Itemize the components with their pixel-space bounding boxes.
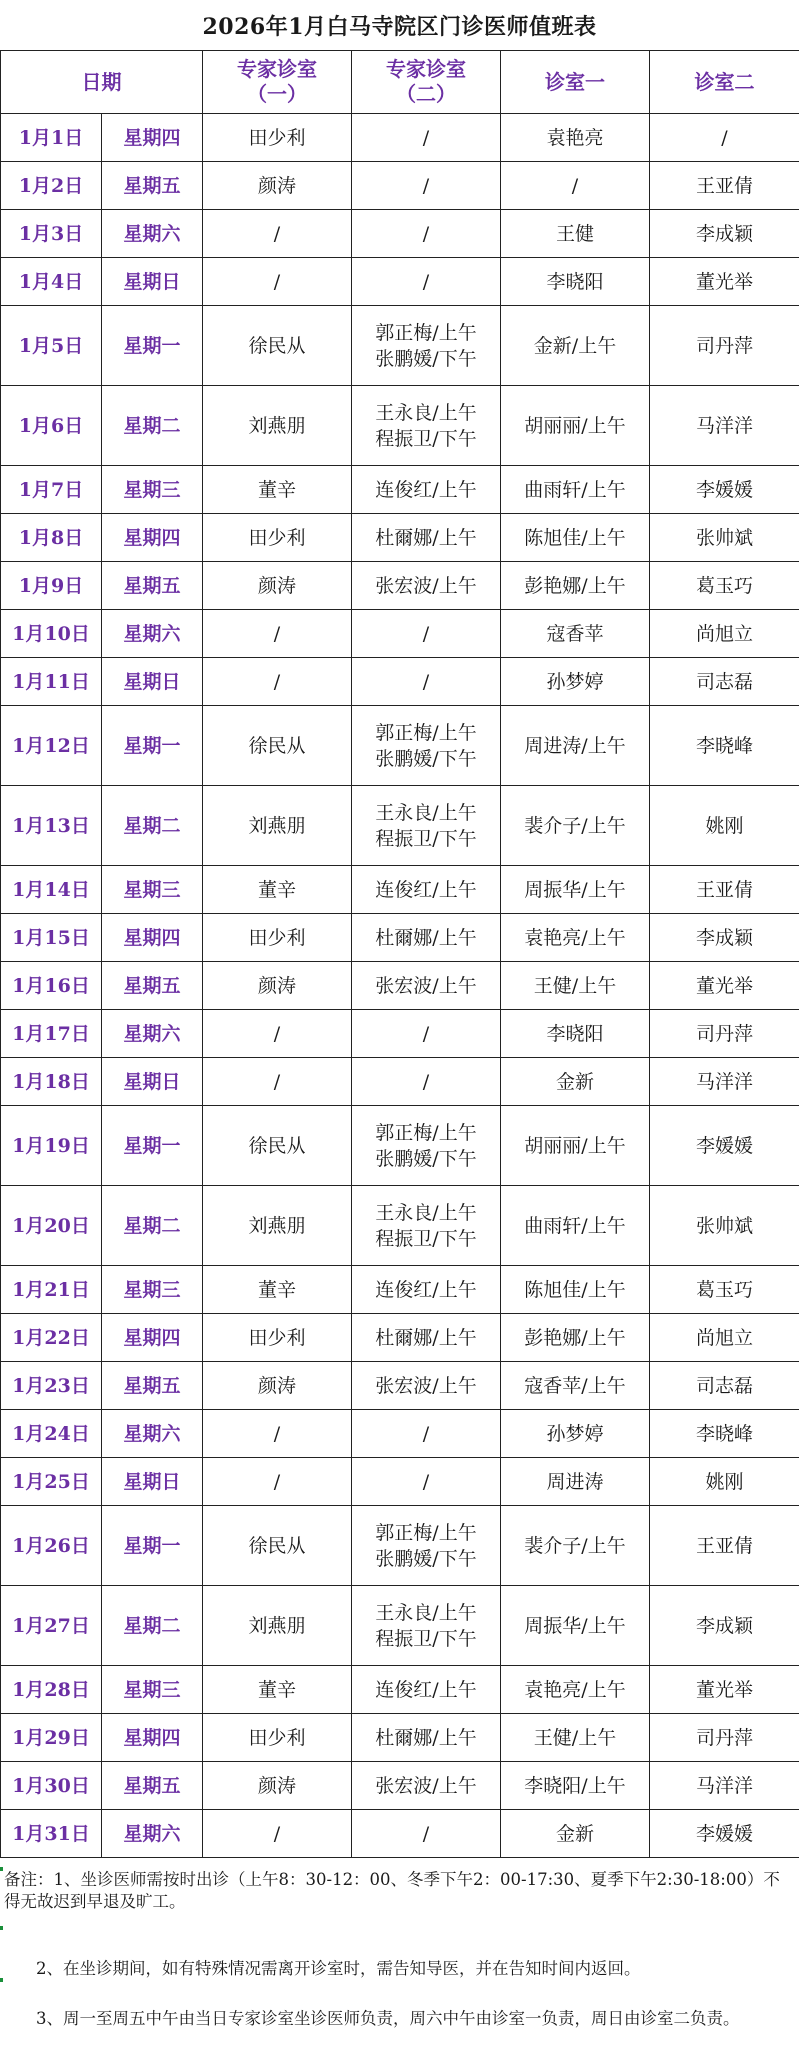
cell-clinic-2: 李媛媛 — [650, 466, 799, 514]
cell-date: 1月4日 — [1, 258, 102, 306]
cell-expert-room-2 — [352, 1010, 501, 1058]
cell-weekday: 星期五 — [102, 962, 203, 1010]
cell-expert-room-2 — [352, 1362, 501, 1410]
cell-clinic-2: 李晓峰 — [650, 1410, 799, 1458]
cell-clinic-1: 金新 — [501, 1058, 650, 1106]
cell-expert-room-2 — [352, 466, 501, 514]
expert2-entry: / — [422, 1422, 430, 1445]
expert2-entry: 张宏波/上午 — [375, 1374, 477, 1397]
cell-expert-room-2 — [352, 706, 501, 786]
cell-date: 1月22日 — [1, 1314, 102, 1362]
cell-expert-room-1: 田少利 — [203, 114, 352, 162]
expert2-entry: 张宏波/上午 — [375, 974, 477, 997]
cell-clinic-1: 孙梦婷 — [501, 658, 650, 706]
expert2-entry: 程振卫/下午 — [375, 827, 477, 850]
cell-expert-room-1: / — [203, 1058, 352, 1106]
note-mark — [0, 1926, 3, 1930]
cell-expert-room-1: 徐民从 — [203, 306, 352, 386]
expert2-entry: 张鹏媛/下午 — [375, 1147, 477, 1170]
cell-weekday: 星期五 — [102, 1762, 203, 1810]
cell-date: 1月24日 — [1, 1410, 102, 1458]
cell-date: 1月3日 — [1, 210, 102, 258]
expert2-entry: 程振卫/下午 — [375, 1627, 477, 1650]
expert2-entry: 连俊红/上午 — [375, 478, 477, 501]
cell-clinic-2: 葛玉巧 — [650, 1266, 799, 1314]
expert2-entry: 王永良/上午 — [375, 801, 477, 824]
cell-weekday: 星期三 — [102, 466, 203, 514]
cell-date: 1月27日 — [1, 1586, 102, 1666]
cell-weekday: 星期六 — [102, 1810, 203, 1858]
cell-clinic-1: 裴介子/上午 — [501, 1506, 650, 1586]
expert2-entry: / — [422, 174, 430, 197]
cell-weekday: 星期二 — [102, 386, 203, 466]
cell-date: 1月26日 — [1, 1506, 102, 1586]
cell-expert-room-2 — [352, 306, 501, 386]
cell-weekday: 星期五 — [102, 1362, 203, 1410]
header-clinic-1: 诊室一 — [501, 51, 650, 114]
cell-expert-room-1: 徐民从 — [203, 706, 352, 786]
cell-clinic-2: 李成颖 — [650, 1586, 799, 1666]
cell-expert-room-2 — [352, 1810, 501, 1858]
cell-clinic-1: 周进涛 — [501, 1458, 650, 1506]
cell-date: 1月2日 — [1, 162, 102, 210]
cell-clinic-2: 王亚倩 — [650, 162, 799, 210]
cell-expert-room-1: 董辛 — [203, 866, 352, 914]
cell-weekday: 星期日 — [102, 258, 203, 306]
cell-clinic-2: 司志磊 — [650, 1362, 799, 1410]
cell-clinic-2: 王亚倩 — [650, 1506, 799, 1586]
cell-clinic-2: 董光举 — [650, 962, 799, 1010]
table-row — [1, 466, 799, 514]
table-row — [1, 162, 799, 210]
cell-clinic-2: / — [650, 114, 799, 162]
cell-date: 1月19日 — [1, 1106, 102, 1186]
note-2: 2、在坐诊期间，如有特殊情况需离开诊室时，需告知导医，并在告知时间内返回。 — [36, 1959, 641, 1978]
cell-expert-room-2 — [352, 1762, 501, 1810]
cell-expert-room-2 — [352, 1506, 501, 1586]
cell-expert-room-2 — [352, 1666, 501, 1714]
cell-date: 1月14日 — [1, 866, 102, 914]
cell-expert-room-2 — [352, 962, 501, 1010]
expert2-entry: 连俊红/上午 — [375, 1278, 477, 1301]
cell-date: 1月8日 — [1, 514, 102, 562]
expert2-entry: / — [422, 670, 430, 693]
header-expert2-line1: 专家诊室 — [386, 57, 466, 81]
cell-expert-room-1: / — [203, 1458, 352, 1506]
table-row — [1, 1586, 799, 1666]
table-row — [1, 1810, 799, 1858]
cell-expert-room-1: 颜涛 — [203, 962, 352, 1010]
cell-expert-room-2 — [352, 1586, 501, 1666]
cell-clinic-1: 金新/上午 — [501, 306, 650, 386]
cell-expert-room-1: 田少利 — [203, 514, 352, 562]
table-row — [1, 1762, 799, 1810]
cell-expert-room-1: / — [203, 610, 352, 658]
table-row — [1, 1506, 799, 1586]
cell-expert-room-2 — [352, 658, 501, 706]
cell-clinic-2: 尚旭立 — [650, 610, 799, 658]
note-mark — [0, 1867, 3, 1871]
cell-expert-room-1: 田少利 — [203, 1714, 352, 1762]
cell-expert-room-1: 颜涛 — [203, 162, 352, 210]
header-clinic-2: 诊室二 — [650, 51, 799, 114]
expert2-entry: 张鹏媛/下午 — [375, 1547, 477, 1570]
cell-expert-room-1: 董辛 — [203, 1666, 352, 1714]
expert2-entry: / — [422, 622, 430, 645]
cell-clinic-1: 袁艳亮/上午 — [501, 1666, 650, 1714]
cell-expert-room-1: / — [203, 1010, 352, 1058]
cell-clinic-1: 王健/上午 — [501, 1714, 650, 1762]
cell-clinic-2: 李晓峰 — [650, 706, 799, 786]
cell-date: 1月15日 — [1, 914, 102, 962]
cell-date: 1月6日 — [1, 386, 102, 466]
cell-expert-room-1: 刘燕朋 — [203, 1586, 352, 1666]
cell-clinic-2: 司丹萍 — [650, 1714, 799, 1762]
cell-expert-room-2 — [352, 258, 501, 306]
cell-date: 1月11日 — [1, 658, 102, 706]
cell-date: 1月25日 — [1, 1458, 102, 1506]
table-row — [1, 962, 799, 1010]
cell-clinic-1: 王健 — [501, 210, 650, 258]
cell-expert-room-2 — [352, 914, 501, 962]
cell-clinic-2: 马洋洋 — [650, 1762, 799, 1810]
cell-clinic-1: 胡丽丽/上午 — [501, 1106, 650, 1186]
cell-expert-room-2 — [352, 386, 501, 466]
cell-weekday: 星期日 — [102, 1458, 203, 1506]
cell-expert-room-1: 刘燕朋 — [203, 1186, 352, 1266]
cell-expert-room-1: 刘燕朋 — [203, 386, 352, 466]
header-expert-room-2 — [352, 51, 501, 114]
cell-expert-room-2 — [352, 1314, 501, 1362]
expert2-entry: 杜爾娜/上午 — [375, 1326, 477, 1349]
expert2-entry: 郭正梅/上午 — [375, 321, 477, 344]
expert2-entry: / — [422, 1070, 430, 1093]
cell-expert-room-2 — [352, 1106, 501, 1186]
cell-date: 1月10日 — [1, 610, 102, 658]
cell-date: 1月20日 — [1, 1186, 102, 1266]
cell-expert-room-2 — [352, 562, 501, 610]
cell-clinic-2: 李媛媛 — [650, 1106, 799, 1186]
cell-clinic-1: 胡丽丽/上午 — [501, 386, 650, 466]
cell-date: 1月17日 — [1, 1010, 102, 1058]
schedule-table — [0, 50, 799, 1858]
cell-date: 1月9日 — [1, 562, 102, 610]
expert2-entry: 张鹏媛/下午 — [375, 347, 477, 370]
expert2-entry: 连俊红/上午 — [375, 1678, 477, 1701]
cell-date: 1月28日 — [1, 1666, 102, 1714]
header-expert1-line2: （一） — [247, 82, 307, 106]
note-3: 3、周一至周五中午由当日专家诊室坐诊医师负责，周六中午由诊室一负责，周日由诊室二负责。 — [36, 2009, 740, 2028]
table-row — [1, 514, 799, 562]
cell-expert-room-1: 徐民从 — [203, 1106, 352, 1186]
cell-date: 1月16日 — [1, 962, 102, 1010]
note-1: 备注：1、坐诊医师需按时出诊（上午8：30-12：00、冬季下午2：00-17:30、夏季下午2:30-18:00）不得无故迟到早退及旷工。 — [4, 1870, 780, 1911]
cell-weekday: 星期二 — [102, 1186, 203, 1266]
cell-clinic-2: 尚旭立 — [650, 1314, 799, 1362]
cell-clinic-2: 李成颖 — [650, 210, 799, 258]
cell-clinic-2: 司丹萍 — [650, 1010, 799, 1058]
table-row — [1, 1362, 799, 1410]
cell-clinic-1: 陈旭佳/上午 — [501, 514, 650, 562]
cell-date: 1月1日 — [1, 114, 102, 162]
cell-clinic-1: 李晓阳 — [501, 258, 650, 306]
expert2-entry: 王永良/上午 — [375, 1201, 477, 1224]
cell-clinic-1: 曲雨轩/上午 — [501, 1186, 650, 1266]
cell-clinic-1: 曲雨轩/上午 — [501, 466, 650, 514]
cell-expert-room-1: 田少利 — [203, 1314, 352, 1362]
cell-date: 1月12日 — [1, 706, 102, 786]
table-row — [1, 610, 799, 658]
expert2-entry: 杜爾娜/上午 — [375, 526, 477, 549]
note-mark — [0, 1978, 3, 1982]
table-row — [1, 562, 799, 610]
cell-clinic-1: 袁艳亮 — [501, 114, 650, 162]
cell-expert-room-2 — [352, 1714, 501, 1762]
cell-clinic-1: 寇香苹 — [501, 610, 650, 658]
cell-date: 1月29日 — [1, 1714, 102, 1762]
table-row — [1, 1106, 799, 1186]
table-row — [1, 386, 799, 466]
table-row — [1, 210, 799, 258]
cell-weekday: 星期一 — [102, 1506, 203, 1586]
table-row — [1, 1714, 799, 1762]
cell-clinic-1: 李晓阳 — [501, 1010, 650, 1058]
cell-clinic-1: 陈旭佳/上午 — [501, 1266, 650, 1314]
table-row — [1, 1186, 799, 1266]
cell-clinic-2: 李媛媛 — [650, 1810, 799, 1858]
cell-weekday: 星期五 — [102, 162, 203, 210]
expert2-entry: / — [422, 222, 430, 245]
table-row — [1, 1410, 799, 1458]
cell-date: 1月18日 — [1, 1058, 102, 1106]
expert2-entry: 张宏波/上午 — [375, 574, 477, 597]
cell-expert-room-1: / — [203, 1810, 352, 1858]
schedule-body — [1, 114, 799, 1858]
cell-clinic-2: 马洋洋 — [650, 1058, 799, 1106]
cell-expert-room-1: 颜涛 — [203, 1362, 352, 1410]
cell-clinic-1: 寇香苹/上午 — [501, 1362, 650, 1410]
expert2-entry: / — [422, 1470, 430, 1493]
cell-clinic-2: 张帅斌 — [650, 1186, 799, 1266]
cell-clinic-2: 姚刚 — [650, 786, 799, 866]
cell-clinic-1: 李晓阳/上午 — [501, 1762, 650, 1810]
cell-expert-room-1: 刘燕朋 — [203, 786, 352, 866]
cell-clinic-1: 周振华/上午 — [501, 1586, 650, 1666]
table-row — [1, 706, 799, 786]
cell-clinic-2: 张帅斌 — [650, 514, 799, 562]
expert2-entry: / — [422, 1822, 430, 1845]
cell-weekday: 星期一 — [102, 706, 203, 786]
header-expert2-line2: （二） — [396, 82, 456, 106]
cell-clinic-2: 司志磊 — [650, 658, 799, 706]
cell-clinic-1: 彭艳娜/上午 — [501, 562, 650, 610]
expert2-entry: 张宏波/上午 — [375, 1774, 477, 1797]
cell-weekday: 星期三 — [102, 1266, 203, 1314]
cell-expert-room-2 — [352, 514, 501, 562]
cell-weekday: 星期六 — [102, 1010, 203, 1058]
cell-date: 1月13日 — [1, 786, 102, 866]
header-row — [1, 51, 799, 114]
cell-expert-room-2 — [352, 786, 501, 866]
cell-weekday: 星期二 — [102, 786, 203, 866]
cell-expert-room-1: 董辛 — [203, 466, 352, 514]
cell-date: 1月7日 — [1, 466, 102, 514]
cell-clinic-1: 金新 — [501, 1810, 650, 1858]
expert2-entry: 王永良/上午 — [375, 401, 477, 424]
cell-weekday: 星期三 — [102, 866, 203, 914]
cell-clinic-1: / — [501, 162, 650, 210]
cell-weekday: 星期四 — [102, 514, 203, 562]
cell-weekday: 星期日 — [102, 1058, 203, 1106]
cell-weekday: 星期一 — [102, 1106, 203, 1186]
cell-expert-room-2 — [352, 1458, 501, 1506]
header-expert-room-1 — [203, 51, 352, 114]
cell-weekday: 星期日 — [102, 658, 203, 706]
cell-weekday: 星期四 — [102, 114, 203, 162]
cell-clinic-2: 董光举 — [650, 258, 799, 306]
cell-clinic-1: 裴介子/上午 — [501, 786, 650, 866]
cell-clinic-2: 葛玉巧 — [650, 562, 799, 610]
cell-weekday: 星期六 — [102, 610, 203, 658]
cell-clinic-1: 周进涛/上午 — [501, 706, 650, 786]
table-row — [1, 1458, 799, 1506]
cell-weekday: 星期四 — [102, 1314, 203, 1362]
expert2-entry: 郭正梅/上午 — [375, 1121, 477, 1144]
table-row — [1, 1058, 799, 1106]
cell-date: 1月30日 — [1, 1762, 102, 1810]
table-row — [1, 1314, 799, 1362]
cell-weekday: 星期三 — [102, 1666, 203, 1714]
cell-expert-room-1: / — [203, 1410, 352, 1458]
expert2-entry: 连俊红/上午 — [375, 878, 477, 901]
cell-expert-room-2 — [352, 1266, 501, 1314]
page-title: 2026年1月白马寺院区门诊医师值班表 — [202, 13, 597, 40]
cell-expert-room-1: 董辛 — [203, 1266, 352, 1314]
cell-expert-room-1: / — [203, 658, 352, 706]
cell-clinic-2: 董光举 — [650, 1666, 799, 1714]
cell-clinic-2: 王亚倩 — [650, 866, 799, 914]
cell-expert-room-1: 田少利 — [203, 914, 352, 962]
cell-weekday: 星期一 — [102, 306, 203, 386]
table-row — [1, 306, 799, 386]
expert2-entry: 杜爾娜/上午 — [375, 1726, 477, 1749]
expert2-entry: 郭正梅/上午 — [375, 721, 477, 744]
expert2-entry: 程振卫/下午 — [375, 1227, 477, 1250]
header-date: 日期 — [1, 51, 203, 114]
cell-clinic-1: 王健/上午 — [501, 962, 650, 1010]
table-row — [1, 1010, 799, 1058]
cell-clinic-1: 袁艳亮/上午 — [501, 914, 650, 962]
cell-weekday: 星期四 — [102, 914, 203, 962]
cell-expert-room-1: 徐民从 — [203, 1506, 352, 1586]
cell-expert-room-2 — [352, 210, 501, 258]
expert2-entry: 张鹏媛/下午 — [375, 747, 477, 770]
cell-clinic-2: 司丹萍 — [650, 306, 799, 386]
cell-date: 1月21日 — [1, 1266, 102, 1314]
cell-expert-room-1: / — [203, 258, 352, 306]
expert2-entry: / — [422, 270, 430, 293]
cell-expert-room-2 — [352, 114, 501, 162]
table-row — [1, 1666, 799, 1714]
cell-expert-room-2 — [352, 162, 501, 210]
cell-date: 1月23日 — [1, 1362, 102, 1410]
cell-clinic-1: 彭艳娜/上午 — [501, 1314, 650, 1362]
header-expert1-line1: 专家诊室 — [237, 57, 317, 81]
cell-weekday: 星期五 — [102, 562, 203, 610]
cell-weekday: 星期六 — [102, 210, 203, 258]
cell-clinic-2: 李成颖 — [650, 914, 799, 962]
cell-expert-room-1: 颜涛 — [203, 562, 352, 610]
cell-expert-room-1: 颜涛 — [203, 1762, 352, 1810]
cell-weekday: 星期六 — [102, 1410, 203, 1458]
cell-clinic-1: 周振华/上午 — [501, 866, 650, 914]
cell-expert-room-2 — [352, 1410, 501, 1458]
cell-expert-room-2 — [352, 610, 501, 658]
expert2-entry: 王永良/上午 — [375, 1601, 477, 1624]
cell-weekday: 星期二 — [102, 1586, 203, 1666]
expert2-entry: / — [422, 126, 430, 149]
cell-clinic-2: 马洋洋 — [650, 386, 799, 466]
table-row — [1, 258, 799, 306]
notes-section — [0, 1860, 799, 2057]
table-row — [1, 786, 799, 866]
cell-date: 1月5日 — [1, 306, 102, 386]
expert2-entry: 杜爾娜/上午 — [375, 926, 477, 949]
table-row — [1, 1266, 799, 1314]
table-row — [1, 658, 799, 706]
cell-expert-room-2 — [352, 1058, 501, 1106]
cell-clinic-2: 姚刚 — [650, 1458, 799, 1506]
cell-weekday: 星期四 — [102, 1714, 203, 1762]
cell-expert-room-2 — [352, 1186, 501, 1266]
expert2-entry: / — [422, 1022, 430, 1045]
table-row — [1, 114, 799, 162]
cell-date: 1月31日 — [1, 1810, 102, 1858]
expert2-entry: 程振卫/下午 — [375, 427, 477, 450]
table-row — [1, 866, 799, 914]
cell-clinic-1: 孙梦婷 — [501, 1410, 650, 1458]
expert2-entry: 郭正梅/上午 — [375, 1521, 477, 1544]
cell-expert-room-1: / — [203, 210, 352, 258]
cell-expert-room-2 — [352, 866, 501, 914]
table-row — [1, 914, 799, 962]
